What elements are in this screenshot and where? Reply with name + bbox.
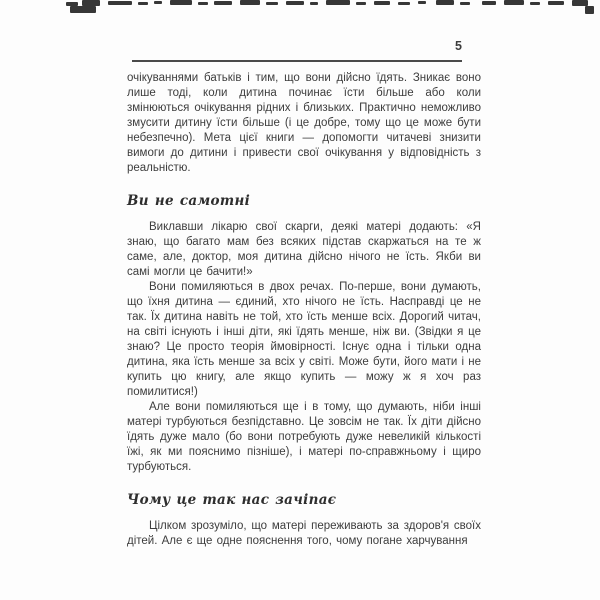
section-heading-why-it-bothers-us: Чому це так нас зачіпає	[127, 492, 337, 508]
body-paragraph: Але вони помиляються ще і в тому, що думають, ніби інші матері турбуються безпідставно. Це зовсім не так. Їх діти дійсно їдять дуже мало (бо вони потребують дуже невеликій кількості їжі, як ми пояснимо пізніше), і матері по-справжньому і щиро турбуються.	[127, 401, 481, 473]
section-heading-you-are-not-alone: Ви не самотні	[127, 193, 251, 209]
body-paragraph: очікуваннями батьків і тим, що вони дійсно їдять. Зникає воно лише тоді, коли дитина починає їсти більше або коли змінюються очікування рідних і близьких. Практично неможливо змусити дитину їсти більше (і це добре, тому що це може бути небезпечно). Мета цієї книги — допомогти читачеві знизити вимоги до дитини і привести свої очікування у відповідність з реальністю.	[127, 72, 481, 174]
page-number: 5	[455, 39, 462, 53]
page-body	[127, 71, 481, 549]
body-paragraph: Вони помиляються в двох речах. По-перше, вони думають, що їхня дитина — єдиний, хто нічого не їсть. Насправді це не так. Їх дитина навіть не той, хто їсть менше всіх. Дорогий читач, на світі існують і інші діти, які їдять менше, ніж ви. (Звідки я це знаю? Це просто теорія ймовірності. Існує одна і тільки одна дитина, яка їсть менше за всіх у світі. Може бути, його мати і не купить цю книгу, але якщо купить — можу ж я хоч раз помилитися!)	[127, 281, 481, 398]
header-rule	[132, 60, 462, 62]
scan-edge-artifact	[0, 0, 600, 16]
body-paragraph: Виклавши лікарю свої скарги, деякі матері додають: «Я знаю, що багато мам без всяких підстав скаржаться на те ж саме, але, доктор, моя дитина дійсно нічого не їсть. Якби ви самі могли це бачити!»	[127, 221, 481, 278]
body-paragraph: Цілком зрозуміло, що матері переживають за здоров'я своїх дітей. Але є ще одне пояснення того, чому погане харчування	[127, 520, 481, 547]
